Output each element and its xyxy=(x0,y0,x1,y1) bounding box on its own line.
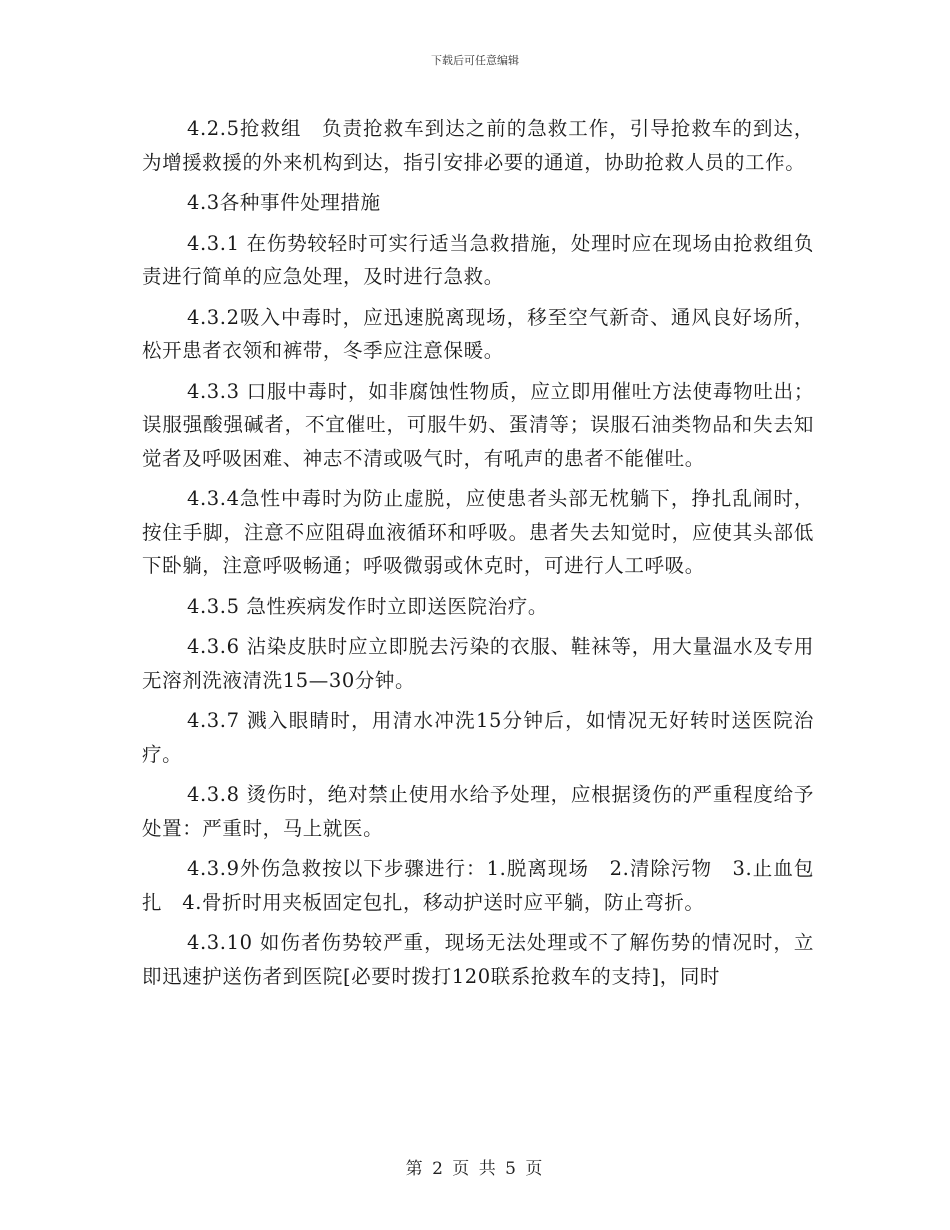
paragraph-4-3-3: 4.3.3 口服中毒时，如非腐蚀性物质，应立即用催吐方法使毒物吐出；误服强酸强碱者，不宜催吐，可服牛奶、蛋清等；误服石油类物品和失去知觉者及呼吸困难、神志不清或吸气时，有吼声的患者不能催吐。 xyxy=(142,379,814,470)
page-number-footer: 第 2 页 共 5 页 xyxy=(405,1159,545,1179)
page-header: 下载后可任意编辑 xyxy=(431,54,519,67)
paragraph-4-3-5: 4.3.5 急性疾病发作时立即送医院治疗。 xyxy=(187,594,548,618)
paragraph-4-3-2: 4.3.2吸入中毒时，应迅速脱离现场，移至空气新奇、通风良好场所，松开患者衣领和裤带，冬季应注意保暖。 xyxy=(142,305,814,362)
paragraph-4-3-1: 4.3.1 在伤势较轻时可实行适当急救措施，处理时应在现场由抢救组负责进行简单的应急处理，及时进行急救。 xyxy=(142,231,814,288)
paragraph-4-2-5: 4.2.5抢救组 负责抢救车到达之前的急救工作，引导抢救车的到达，为增援救援的外来机构到达，指引安排必要的通道，协助抢救人员的工作。 xyxy=(142,117,814,174)
paragraph-4-3-7: 4.3.7 溅入眼睛时，用清水冲洗15分钟后，如情况无好转时送医院治疗。 xyxy=(142,709,814,766)
document-body xyxy=(142,112,814,1000)
paragraph-4-3-8: 4.3.8 烫伤时，绝对禁止使用水给予处理，应根据烫伤的严重程度给予处置：严重时，马上就医。 xyxy=(142,783,814,840)
paragraph-4-3-9: 4.3.9外伤急救按以下步骤进行：1.脱离现场 2.清除污物 3.止血包扎 4.骨折时用夹板固定包扎，移动护送时应平躺，防止弯折。 xyxy=(142,857,814,914)
paragraph-4-3-10: 4.3.10 如伤者伤势较严重，现场无法处理或不了解伤势的情况时，立即迅速护送伤者到医院[必要时拨打120联系抢救车的支持]，同时 xyxy=(142,931,814,988)
section-heading-4-3: 4.3各种事件处理措施 xyxy=(187,191,381,214)
paragraph-4-3-4: 4.3.4急性中毒时为防止虚脱，应使患者头部无枕躺下，挣扎乱闹时，按住手脚，注意不应阻碍血液循环和呼吸。患者失去知觉时，应使其头部低下卧躺，注意呼吸畅通；呼吸微弱或休克时，可进行人工呼吸。 xyxy=(142,487,814,577)
paragraph-4-3-6: 4.3.6 沾染皮肤时应立即脱去污染的衣服、鞋袜等，用大量温水及专用无溶剂洗液清洗15—30分钟。 xyxy=(142,635,814,692)
